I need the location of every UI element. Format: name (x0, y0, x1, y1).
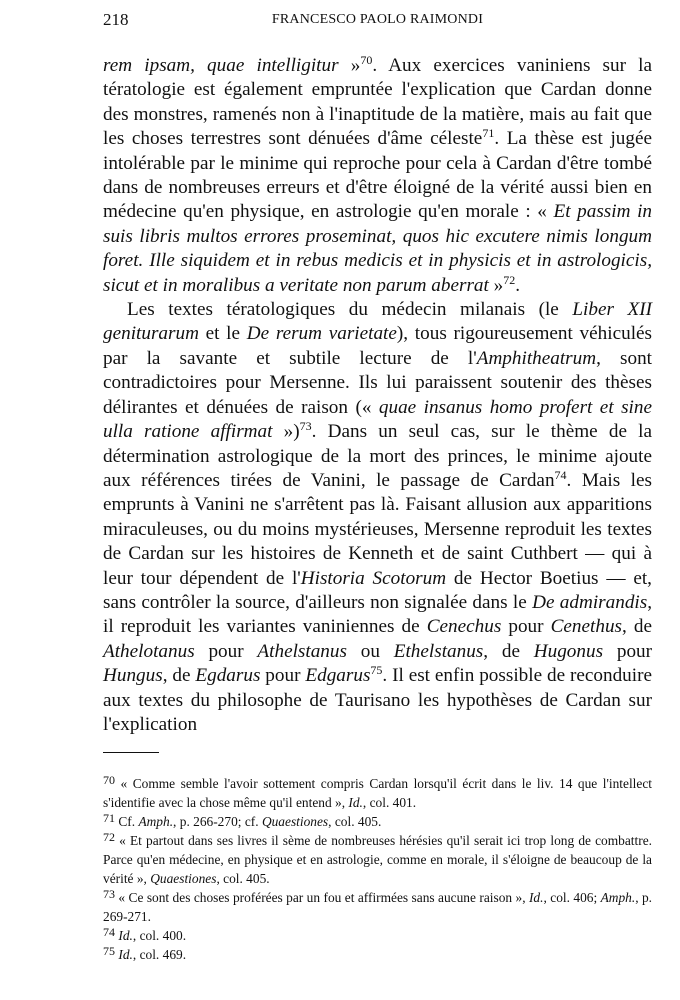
footnote-ref: 73 (299, 419, 312, 434)
footnote (103, 945, 652, 964)
italic-text: Quaestiones (261, 814, 329, 829)
footnote (103, 831, 652, 888)
text-run: « Comme semble l'avoir sottement compris Cardan lorsqu'il écrit dans le liv. 14 que l'intellect s'identifie avec la chose même qu'il entend », (103, 776, 652, 810)
text-run: , col. 400. (132, 928, 187, 943)
footnote (103, 774, 652, 812)
running-title: FRANCESCO PAOLO RAIMONDI (271, 12, 484, 27)
text-run: , p. 269-271. (103, 890, 652, 924)
text-run: ou (346, 640, 394, 662)
footnote-number: 75 (103, 944, 115, 958)
italic-text: Egdarus (195, 665, 261, 687)
footnote (103, 926, 652, 945)
text-run: , col. 406; (543, 890, 601, 905)
text-run: . Mais les emprunts à Vanini ne s'arrêtent pas là. Faisant allusion aux apparitions miraculeuses, ou du moins mystérieuses, Mersenne reproduit les textes de Cardan sur les histoires de Kenneth et de saint Cuthbert — qui à leur tour dépendent de l' (103, 469, 652, 589)
text-run: , sont contradictoires pour Mersenne. Ils lui paraissent soutenir des thèses délirantes et dénuées de raison (« (103, 347, 652, 418)
paragraph (103, 54, 652, 298)
italic-text: Amph. (138, 814, 174, 829)
italic-text: Quaestiones (150, 871, 217, 886)
text-run: , p. 266-270; cf. (173, 814, 262, 829)
text-run: Les textes tératologiques du médecin milanais (le (127, 299, 573, 321)
italic-text: Athelstanus (257, 640, 347, 662)
text-run: de Hector Boetius — et, sans contrôler la source, d'ailleurs non signalée dans le (103, 567, 652, 613)
text-run: pour (260, 665, 306, 687)
italic-text: Cenethus (550, 616, 623, 638)
text-run: . (515, 274, 521, 296)
text-run: ), tous rigoureusement véhiculés par la savante et subtile lecture de l' (103, 323, 653, 369)
text-run: pour (501, 616, 551, 638)
text-run: Cf. (118, 814, 139, 829)
footnote-ref: 70 (360, 53, 373, 67)
page-header (103, 10, 652, 34)
text-run: . La thèse est jugée intolérable par le minime qui reproche pour cela à Cardan d'être tombé dans de nombreuses erreurs et d'être éloigné de la vérité aussi bien en médecine qu'en physique, en astrologie qu'en morale : « (103, 128, 652, 223)
text-run: , col. 469. (132, 947, 187, 962)
text-run: . Aux exercices vaniniens sur la tératologie est également empruntée l'explication que Cardan donne des monstres, ramenés non à l'inaptitude de la matière, mais au fait que les choses terrestres sont dénuées d'âme céleste (103, 55, 652, 150)
footnotes (103, 774, 652, 964)
text-run: , de (622, 616, 652, 638)
footnote-number: 71 (103, 811, 115, 825)
text-run: ») (272, 421, 300, 443)
text-run: . Dans un seul cas, sur le thème de la détermination astrologique de la mort des princes, le minime ajoute aux références tirées de Vanini, le passage de Cardan (103, 421, 652, 491)
italic-text: quae insanus homo profert et sine ulla ratione affirmat (103, 396, 653, 443)
footnote-ref: 71 (482, 126, 495, 141)
text-run: , il reproduit les variantes vaniniennes de (103, 591, 653, 638)
footnote-number: 70 (103, 773, 115, 787)
body-text (103, 54, 652, 737)
italic-text: Et passim in suis libris multos errores proseminat, quos hic excutere nimis longum foret. Ille siquidem et in rebus medicis et in physicis et in astrologicis, sicut et in moralibus a veritate non parum aberrat (103, 201, 652, 296)
italic-text: Hugonus (533, 640, 604, 662)
footnote-ref: 72 (503, 272, 516, 287)
text-run: , col. 405. (216, 871, 270, 886)
italic-text: Athelotanus (103, 640, 195, 662)
italic-text: De admirandis (532, 591, 648, 613)
text-run: » (338, 55, 361, 76)
footnote-number: 72 (103, 830, 115, 844)
italic-text: rem ipsam, quae intelligitur (103, 55, 339, 76)
italic-text: Id. (118, 947, 133, 962)
text-run: , de (483, 640, 534, 662)
text-run: « Et partout dans ses livres il sème de nombreuses hérésies qu'il serait ici trop long de combattre. Parce qu'en médecine, en physique et en astrologie, comme en morale, il s'éloigne de beaucoup de la vérité », (103, 833, 652, 886)
italic-text: Id. (348, 795, 363, 810)
italic-text: Hungus (103, 665, 163, 687)
italic-text: Id. (118, 928, 133, 943)
footnote (103, 888, 652, 926)
text-run: , de (162, 665, 196, 687)
italic-text: Amph. (600, 890, 636, 905)
italic-text: Edgarus (305, 665, 371, 687)
italic-text: Cenechus (426, 616, 502, 638)
italic-text: De rerum varietate (246, 323, 397, 345)
italic-text: Historia Scotorum (300, 567, 447, 589)
italic-text: Id. (528, 890, 544, 905)
text-run: « Ce sont des choses proférées par un fou et affirmées sans aucune raison », (118, 890, 529, 905)
text-run: » (488, 274, 504, 296)
text-run: pour (603, 640, 653, 662)
footnote-number: 73 (103, 887, 115, 901)
footnote-separator (103, 752, 159, 753)
italic-text: Amphitheatrum (476, 347, 597, 369)
italic-text: Liber XII geniturarum (103, 299, 652, 345)
text-run: pour (194, 640, 258, 662)
footnote-ref: 75 (370, 663, 383, 678)
page-number: 218 (103, 10, 129, 29)
text-run: . Il est enfin possible de reconduire aux textes du philosophe de Taurisano les hypothèses de Cardan sur l'explication (103, 665, 653, 735)
text-run: , col. 405. (328, 814, 382, 829)
footnote (103, 812, 652, 831)
paragraph (103, 298, 652, 737)
text-run: , col. 401. (362, 795, 417, 810)
text-run: et le (198, 323, 247, 345)
footnote-number: 74 (103, 925, 115, 939)
footnote-ref: 74 (554, 467, 567, 482)
italic-text: Ethelstanus (393, 640, 484, 662)
